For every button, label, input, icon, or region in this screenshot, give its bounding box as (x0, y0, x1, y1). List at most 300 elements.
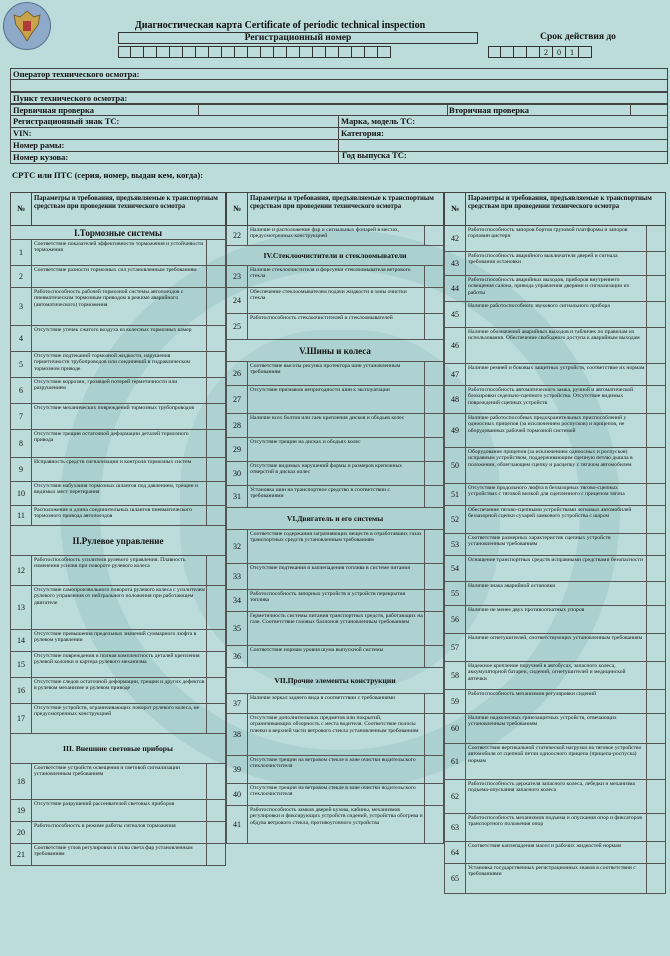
row-number: 45 (445, 302, 466, 327)
table-row (444, 302, 666, 328)
reg-cell[interactable] (196, 46, 209, 58)
mark-cell[interactable] (206, 326, 225, 351)
mark-cell[interactable] (206, 652, 225, 677)
row-number: 55 (445, 582, 466, 605)
row-text: Наличие зеркал заднего вида в соответствии с требованиями (250, 695, 396, 701)
table-row (444, 386, 666, 414)
reg-cell[interactable] (326, 46, 339, 58)
mark-cell[interactable] (646, 226, 665, 251)
year-cell[interactable] (514, 46, 527, 58)
row-number: 25 (227, 314, 248, 339)
row-text: Надежное крепление поручней в автобусах, запасного колеса, аккумуляторной батареи, сидений, огнетушителей и медицинской аптечки (468, 663, 626, 682)
row-number: 62 (445, 780, 466, 813)
mark-cell[interactable] (646, 662, 665, 689)
table-row (226, 438, 444, 462)
row-text: Работоспособность стеклоочистителей и стеклоомывателей (250, 315, 393, 321)
row-number: 31 (227, 486, 248, 507)
row-text: Соответствие разности тормозных сил установленным требованиям (34, 267, 197, 273)
row-number: 18 (11, 764, 32, 799)
reg-sign-label: Регистрационный знак ТС: (13, 116, 120, 126)
row-text: Наличие всех болтов или гаек крепления дисков и ободьев колес (250, 415, 405, 421)
mark-cell[interactable] (646, 556, 665, 581)
mark-cell[interactable] (646, 864, 665, 893)
mark-cell[interactable] (646, 744, 665, 779)
row-text: Герметичность системы питания транспортных средств, работающих на газе. Соответствие газовых баллонов установленным требованиям (250, 613, 423, 626)
table-row (10, 404, 226, 430)
mark-cell[interactable] (206, 764, 225, 799)
srts-row[interactable] (10, 170, 668, 184)
frame-row[interactable] (10, 140, 668, 152)
row-text: Наличие обозначений аварийных выходов и табличек по правилам их использования. Обеспечение свободного доступа к аварийным выходам (468, 329, 640, 342)
table-row (226, 288, 444, 314)
mark-cell[interactable] (206, 506, 225, 525)
table-row (226, 266, 444, 288)
reg-cell[interactable] (144, 46, 157, 58)
mark-cell[interactable] (646, 252, 665, 275)
mark-cell[interactable] (424, 646, 443, 667)
mark-cell[interactable] (646, 448, 665, 483)
section-heading: III. Внешние световые приборы (10, 734, 226, 764)
row-text: Соответствие вертикальной статической нагрузки на тяговое устройство автомобиля от сцепной петли одноосного прицепа (прицепа-роспуска) нормам (468, 745, 642, 764)
reg-cell[interactable] (118, 46, 131, 58)
mark-cell[interactable] (424, 414, 443, 437)
row-number: 37 (227, 694, 248, 713)
table-row (444, 814, 666, 842)
row-number: 39 (227, 756, 248, 783)
row-text: Работоспособность аварийного выключателя дверей и сигнала требования остановки (468, 253, 618, 266)
reg-cell[interactable] (170, 46, 183, 58)
row-text: Отсутствие набухания тормозных шлангов под давлением, трещин и видимых мест перетирания (34, 483, 199, 496)
table-row (10, 352, 226, 378)
reg-number-box (118, 32, 478, 44)
row-text: Работоспособность запорных устройств и устройств перекрытия топлива (250, 591, 406, 604)
mark-cell[interactable] (424, 564, 443, 589)
section-heading: I.Тормозные системы (10, 226, 226, 240)
mark-cell[interactable] (206, 678, 225, 703)
row-text: Соответствие нормам уровня шума выпускной системы (250, 647, 384, 653)
table-row (444, 606, 666, 634)
mark-cell[interactable] (646, 276, 665, 301)
reg-cell[interactable] (235, 46, 248, 58)
table-row (226, 226, 444, 246)
mark-cell[interactable] (646, 690, 665, 713)
reg-cell[interactable] (378, 46, 391, 58)
mark-cell[interactable] (424, 590, 443, 611)
table-row (226, 386, 444, 414)
row-number: 41 (227, 806, 248, 843)
row-number: 59 (445, 690, 466, 713)
row-number: 30 (227, 462, 248, 485)
row-text: Наличие стеклоочистителя и форсунки стеклоомывателя ветрового стекла (250, 267, 411, 280)
mark-cell[interactable] (206, 240, 225, 265)
year-cell[interactable] (527, 46, 540, 58)
row-text: Отсутствие признаков непригодности шин к эксплуатации (250, 387, 390, 393)
table-row (10, 240, 226, 266)
mark-cell[interactable] (206, 482, 225, 505)
row-number: 36 (227, 646, 248, 667)
row-number: 64 (445, 842, 466, 863)
body-row[interactable] (10, 152, 668, 164)
row-text: Соответствие углов регулировки и силы света фар установленным требованиям (34, 845, 193, 858)
mark-cell[interactable] (646, 506, 665, 533)
table-row (226, 564, 444, 590)
row-number: 23 (227, 266, 248, 287)
operator-field[interactable] (10, 68, 668, 80)
reg-cell[interactable] (352, 46, 365, 58)
row-number: 2 (11, 266, 32, 287)
row-number: 5 (11, 352, 32, 377)
row-text: Отсутствие трещин на ветровом стекле в зоне очистки водительского стеклоочистителя (250, 757, 416, 770)
table-row (10, 652, 226, 678)
mark-cell[interactable] (206, 800, 225, 821)
section-heading: VII.Прочие элементы конструкции (226, 668, 444, 694)
reg-cell[interactable] (261, 46, 274, 58)
mark-cell[interactable] (646, 534, 665, 555)
reg-cell[interactable] (339, 46, 352, 58)
table-row (10, 482, 226, 506)
reg-cell[interactable] (287, 46, 300, 58)
row-number: 29 (227, 438, 248, 461)
mark-cell[interactable] (424, 714, 443, 755)
table-row (444, 506, 666, 534)
row-text: Наличие работоспособных предохранительных приспособлений у одноосных прицепов (за исключением роспусков) и прицепов, не оборудованных рабочей тормозной системой (468, 415, 627, 434)
reg-cell[interactable] (131, 46, 144, 58)
table-row (226, 530, 444, 564)
table-row (444, 634, 666, 662)
table-row (444, 864, 666, 894)
mark-cell[interactable] (646, 582, 665, 605)
row-number: 22 (227, 226, 248, 245)
row-text: Отсутствие утечек сжатого воздуха из колесных тормозных камер (34, 327, 192, 333)
row-number: 12 (11, 556, 32, 585)
table-row (444, 690, 666, 714)
table-row (226, 806, 444, 844)
row-text: Работоспособность замков дверей кузова, кабины, механизмов регулировки и фиксирующих устройств сидений, устройства обогрева и обдува ветрового стекла, противоугонного устройства (250, 807, 423, 826)
row-text: Отсутствие трещин остаточной деформации деталей тормозного привода (34, 431, 189, 444)
vin-row[interactable] (10, 128, 668, 140)
table-row (10, 586, 226, 630)
row-text: Наличие огнетушителей, соответствующих установленным требованиям (468, 635, 643, 641)
year-cell[interactable]: 0 (553, 46, 566, 58)
row-number: 44 (445, 276, 466, 301)
row-number: 33 (227, 564, 248, 589)
row-number: 14 (11, 630, 32, 651)
header-num: № (445, 193, 466, 225)
mark-cell[interactable] (424, 756, 443, 783)
mark-cell[interactable] (424, 612, 443, 645)
row-text: Отсутствие разрушений рассеивателей световых приборов (34, 801, 175, 807)
table-row (444, 744, 666, 780)
row-text: Установка шин на транспортное средство в соответствии с требованиями (250, 487, 391, 500)
mark-cell[interactable] (646, 328, 665, 363)
row-text: Обеспечение стеклоомывателем подачи жидкости в зоны очистки стекла (250, 289, 407, 302)
mark-cell[interactable] (646, 606, 665, 633)
mark-cell[interactable] (424, 806, 443, 843)
table-row (10, 378, 226, 404)
row-number: 61 (445, 744, 466, 779)
header-text: Параметры и требования, предъявляемые к транспортным средствам при проведении технического осмотра (34, 195, 218, 210)
table-row (226, 362, 444, 386)
row-text: Расположение и длина соединительных шлангов пневматического тормозного привода автопоездов (34, 507, 193, 520)
point-field[interactable] (10, 92, 668, 104)
table-row (10, 822, 226, 844)
reg-cell[interactable] (248, 46, 261, 58)
row-text: Отсутствие дополнительных предметов или покрытий, ограничивающих обзорность с места водителя. Соответствие полосы пленки в верхней части ветрового стекла установленным требованиям (250, 715, 419, 734)
mark-cell[interactable] (424, 530, 443, 563)
table-row (10, 704, 226, 734)
row-text: Соответствие содержания загрязняющих веществ в отработавших газах транспортных средств установленным требованиям (250, 531, 422, 544)
table-row (444, 534, 666, 556)
row-text: Работоспособность механизмов регуляровки сидений (468, 691, 597, 697)
row-number: 42 (445, 226, 466, 251)
table-row (444, 582, 666, 606)
mark-cell[interactable] (424, 486, 443, 507)
table-row (226, 612, 444, 646)
mark-cell[interactable] (424, 438, 443, 461)
primary-check-label: Первичная проверка (13, 105, 95, 115)
table-row (10, 288, 226, 326)
reg-number-label: Регистрационный номер (244, 33, 352, 43)
table-row (10, 506, 226, 526)
reg-cell[interactable] (157, 46, 170, 58)
mark-cell[interactable] (424, 694, 443, 713)
valid-until-label: Срок действия до (540, 32, 616, 42)
table-row (444, 328, 666, 364)
row-number: 53 (445, 534, 466, 555)
reg-cell[interactable] (222, 46, 235, 58)
row-text: Наличие работоспособного звукового сигнального прибора (468, 303, 610, 309)
row-number: 10 (11, 482, 32, 505)
table-row (444, 364, 666, 386)
section-heading: IV.Стеклоочистители и стеклоомыватели (226, 246, 444, 266)
row-number: 20 (11, 822, 32, 843)
mark-cell[interactable] (206, 458, 225, 481)
row-number: 19 (11, 800, 32, 821)
row-number: 34 (227, 590, 248, 611)
mark-cell[interactable] (646, 386, 665, 413)
row-text: Работоспособность аварийных выходов, приборов внутреннего освещения салона, привода управления дверями и сигнализации их работы (468, 277, 630, 296)
row-text: Установка государственных регистрационных знаков в соответствии с требованиями (468, 865, 636, 878)
row-number: 60 (445, 714, 466, 743)
row-text: Исправность средств сигнализации и контроля тормозных систем (34, 459, 192, 465)
mark-cell[interactable] (424, 314, 443, 339)
row-number: 35 (227, 612, 248, 645)
row-number: 11 (11, 506, 32, 525)
table-row (226, 486, 444, 508)
mark-cell[interactable] (206, 430, 225, 457)
table-row (10, 430, 226, 458)
table-row (10, 556, 226, 586)
year-label: Год выпуска ТС: (342, 150, 407, 160)
row-text: Отсутствие самопроизвольного поворота рулевого колеса с усилителем рулевого управления от нейтрального положения при работающем двигателе (34, 587, 205, 606)
table-row (10, 678, 226, 704)
reg-cell[interactable] (274, 46, 287, 58)
mark-cell[interactable] (206, 586, 225, 629)
table-row (226, 784, 444, 806)
body-label: Номер кузова: (13, 152, 69, 162)
row-text: Работоспособность запоров бортов грузовой платформы и запоров горловин цистерн (468, 227, 628, 240)
header-num: № (227, 193, 248, 225)
table-row (10, 266, 226, 288)
row-text: Обеспечение тягово-сцепными устройствами легковых автомобилей беззазорной сцепки сухарей замкового устройства с шаром (468, 507, 632, 520)
year-cell[interactable] (579, 46, 592, 58)
reg-sign-row[interactable] (10, 116, 668, 128)
row-text: Оборудование прицепов (за исключением одноосных и роспусков) исправным устройством, поддерживающим сцепную петлю дышла в положении, облегчающем сцепку и расцепку с тягачом автомобилем (468, 449, 633, 468)
row-number: 3 (11, 288, 32, 325)
year-cell[interactable]: 2 (540, 46, 553, 58)
row-number: 9 (11, 458, 32, 481)
mark-cell[interactable] (206, 630, 225, 651)
row-text: Соответствие высоты рисунка протектора шин установленным требованиям (250, 363, 401, 376)
row-number: 54 (445, 556, 466, 581)
row-text: Работоспособность автоматического замка, ручной и автоматической блокировки седельно-сцепного устройства. Отсутствие видимых повреждений сцепных устройств (468, 387, 634, 406)
table-row (444, 484, 666, 506)
row-text: Наличие и расположение фар и сигнальных фонарей в местах, предусмотренных конструкцией (250, 227, 400, 240)
row-number: 38 (227, 714, 248, 755)
mark-cell[interactable] (206, 844, 225, 865)
row-text: Наличие надколесных грязезащитных устройств, отвечающих установленным требованиям (468, 715, 617, 728)
operator-field-2[interactable] (10, 80, 668, 92)
valid-until-cells[interactable] (488, 46, 592, 58)
mark-cell[interactable] (206, 266, 225, 287)
row-number: 26 (227, 362, 248, 385)
mark-cell[interactable] (646, 364, 665, 385)
mark-cell[interactable] (424, 784, 443, 805)
row-text: Отсутствие продольного люфта в беззазорных тягово-сцепных устройствах с тяговой вилкой для сцепленного с прицепом тягача (468, 485, 625, 498)
year-cell[interactable] (501, 46, 514, 58)
row-text: Соответствие размерных характеристик сцепных устройств установленным требованиям (468, 535, 611, 548)
table-row (444, 448, 666, 484)
mark-cell[interactable] (646, 780, 665, 813)
row-text: Отсутствие механических повреждений тормозных трубопроводов (34, 405, 195, 411)
row-text: Наличие знака аварийной остановки (468, 583, 556, 589)
reg-number-cells[interactable] (118, 46, 391, 58)
row-number: 7 (11, 404, 32, 429)
row-text: Наличие не менее двух противооткатных упоров (468, 607, 585, 613)
row-number: 58 (445, 662, 466, 689)
table-row (444, 662, 666, 690)
row-number: 24 (227, 288, 248, 313)
row-number: 27 (227, 386, 248, 413)
mark-cell[interactable] (206, 288, 225, 325)
reg-cell[interactable] (300, 46, 313, 58)
row-number: 28 (227, 414, 248, 437)
table-row (226, 694, 444, 714)
mark-cell[interactable] (206, 352, 225, 377)
row-number: 8 (11, 430, 32, 457)
srts-label: СРТС или ПТС (серия, номер, выдан кем, когда): (12, 170, 204, 180)
reg-cell[interactable] (209, 46, 222, 58)
table-row (444, 226, 666, 252)
mark-cell[interactable] (424, 288, 443, 313)
mark-cell[interactable] (206, 704, 225, 733)
table-header (10, 192, 226, 226)
mark-cell[interactable] (424, 266, 443, 287)
mark-cell[interactable] (424, 462, 443, 485)
table-row (444, 556, 666, 582)
year-cell[interactable]: 1 (566, 46, 579, 58)
row-number: 32 (227, 530, 248, 563)
mark-cell[interactable] (424, 226, 443, 245)
row-number: 48 (445, 386, 466, 413)
mark-cell[interactable] (206, 822, 225, 843)
row-number: 4 (11, 326, 32, 351)
table-row (444, 780, 666, 814)
mark-cell[interactable] (206, 404, 225, 429)
table-row (444, 252, 666, 276)
section-heading: II.Рулевое управление (10, 526, 226, 556)
row-text: Отсутствие следов остаточной деформации, трещин и других дефектов в рулевом механизме и рулевом приводе (34, 679, 205, 692)
mark-cell[interactable] (646, 414, 665, 447)
table-row (444, 414, 666, 448)
secondary-check-label: Вторичная проверка (449, 105, 530, 115)
row-text: Соответствие каплепадения масел и рабочих жидкостей нормам (468, 843, 622, 849)
mark-cell[interactable] (646, 302, 665, 327)
row-text: Оснащение транспортных средств исправными средствами безопасности (468, 557, 643, 563)
mark-cell[interactable] (646, 814, 665, 841)
vin-label: VIN: (13, 128, 32, 138)
header-num: № (11, 193, 32, 225)
row-text: Отсутствие трещин на дисках и ободьях колес (250, 439, 361, 445)
row-text: Отсутствие коррозии, грозящей потерей герметичности или разрушением (34, 379, 178, 392)
table-row (10, 800, 226, 822)
mark-cell[interactable] (646, 842, 665, 863)
primary-check-row[interactable] (10, 104, 668, 116)
table-row (226, 646, 444, 668)
row-number: 47 (445, 364, 466, 385)
table-row (226, 414, 444, 438)
row-text: Отсутствие подтеканий тормозной жидкости, нарушения герметичности трубопроводов или соединений в гидравлическом тормозном приводе (34, 353, 191, 372)
row-number: 6 (11, 378, 32, 403)
frame-label: Номер рамы: (13, 140, 65, 150)
row-number: 52 (445, 506, 466, 533)
row-text: Работоспособность рабочей тормозной системы автопоездов с пневматическим тормозным приводом в режиме аварийного (автоматического) торможения (34, 289, 184, 308)
mark-cell[interactable] (646, 634, 665, 661)
reg-cell[interactable] (313, 46, 326, 58)
row-number: 15 (11, 652, 32, 677)
row-text: Работоспособность механизмов подъема и опускания опор и фиксаторов транспортного положения опор (468, 815, 642, 828)
year-cell[interactable] (488, 46, 501, 58)
table-row (444, 842, 666, 864)
point-label: Пункт технического осмотра: (13, 93, 128, 103)
table-row (444, 714, 666, 744)
row-text: Отсутствие видимых нарушений формы и размеров крепежных отверстий в дисках колес (250, 463, 403, 476)
mark-cell[interactable] (206, 556, 225, 585)
row-number: 13 (11, 586, 32, 629)
row-number: 51 (445, 484, 466, 505)
row-text: Работоспособность усилителя рулевого управления. Плавность изменения усилия при повороте рулевого колеса (34, 557, 186, 570)
row-number: 21 (11, 844, 32, 865)
mark-cell[interactable] (646, 714, 665, 743)
category-label: Категория: (341, 128, 384, 138)
mark-cell[interactable] (646, 484, 665, 505)
table-row (226, 756, 444, 784)
row-text: Наличие ремней и боковых защитных устройств, соответствие их нормам (468, 365, 645, 371)
mark-cell[interactable] (424, 362, 443, 385)
table-row (226, 314, 444, 340)
row-text: Работоспособность в режиме работы сигналов торможения (34, 823, 176, 829)
reg-cell[interactable] (365, 46, 378, 58)
mark-cell[interactable] (424, 386, 443, 413)
row-number: 56 (445, 606, 466, 633)
page-title: Диагностическая карта Certificate of periodic technical inspection (134, 20, 426, 31)
row-number: 16 (11, 678, 32, 703)
mark-cell[interactable] (206, 378, 225, 403)
table-row (444, 276, 666, 302)
row-number: 40 (227, 784, 248, 805)
table-row (10, 764, 226, 800)
reg-cell[interactable] (183, 46, 196, 58)
